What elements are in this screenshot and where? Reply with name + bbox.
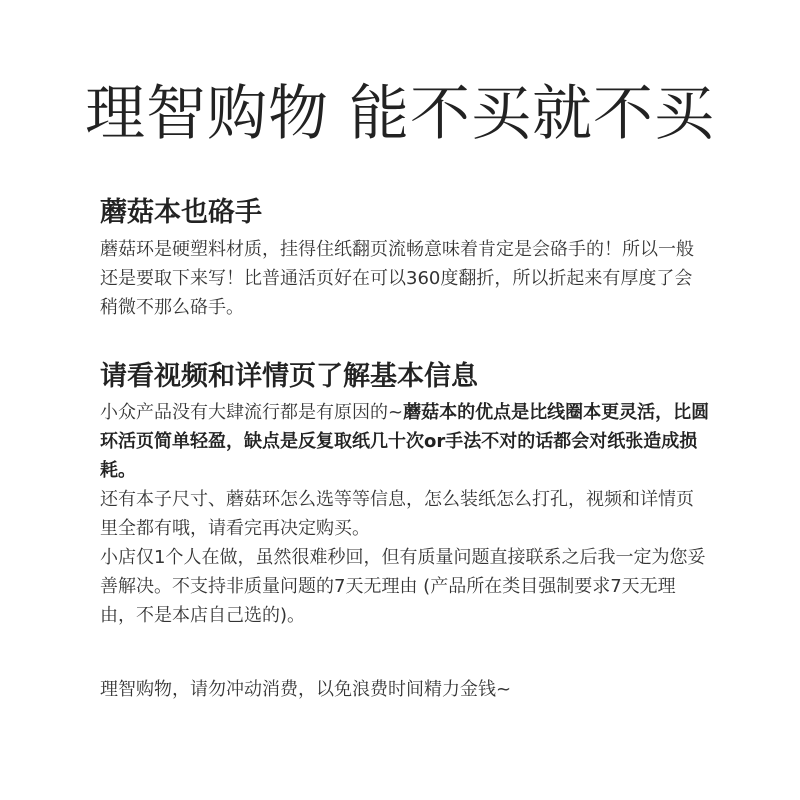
paragraph-text: 还有本子尺寸、蘑菇环怎么选等等信息，怎么装纸怎么打孔，视频和详情页里全都有哦，请看完再决定购买。 xyxy=(100,489,694,539)
pros-cons-highlight: 蘑菇本的优点是比线圈本更灵活，比圆环活页简单轻盈，缺点是反复取纸几十次or手法不对的话都会对纸张造成损耗。 xyxy=(100,402,710,481)
section-paragraph xyxy=(100,235,710,322)
section-basic-info xyxy=(100,358,710,630)
paragraph-text: 小店仅1个人在做，虽然很难秒回，但有质量问题直接联系之后我一定为您妥善解决。不支持非质量问题的7天无理由 (产品所在类目强制要求7天无理由，不是本店自己选的)。 xyxy=(100,547,706,626)
section-paragraph xyxy=(100,398,710,485)
closing-note: 理智购物，请勿冲动消费，以免浪费时间精力金钱~ xyxy=(100,679,512,700)
section-heading: 请看视频和详情页了解基本信息 xyxy=(100,361,478,392)
page-title: 理智购物 能不买就不买 xyxy=(84,79,716,149)
section-heading: 蘑菇本也硌手 xyxy=(100,197,262,228)
section-paragraph xyxy=(100,543,710,630)
paragraph-text: 蘑菇环是硬塑料材质，挂得住纸翻页流畅意味着肯定是会硌手的！所以一般还是要取下来写！比普通活页好在可以360度翻折，所以折起来有厚度了会稍微不那么硌手。 xyxy=(100,239,694,318)
paragraph-text: 小众产品没有大肆流行都是有原因的~ xyxy=(100,402,404,423)
section-paragraph xyxy=(100,485,710,543)
section-hand-discomfort xyxy=(100,194,710,322)
